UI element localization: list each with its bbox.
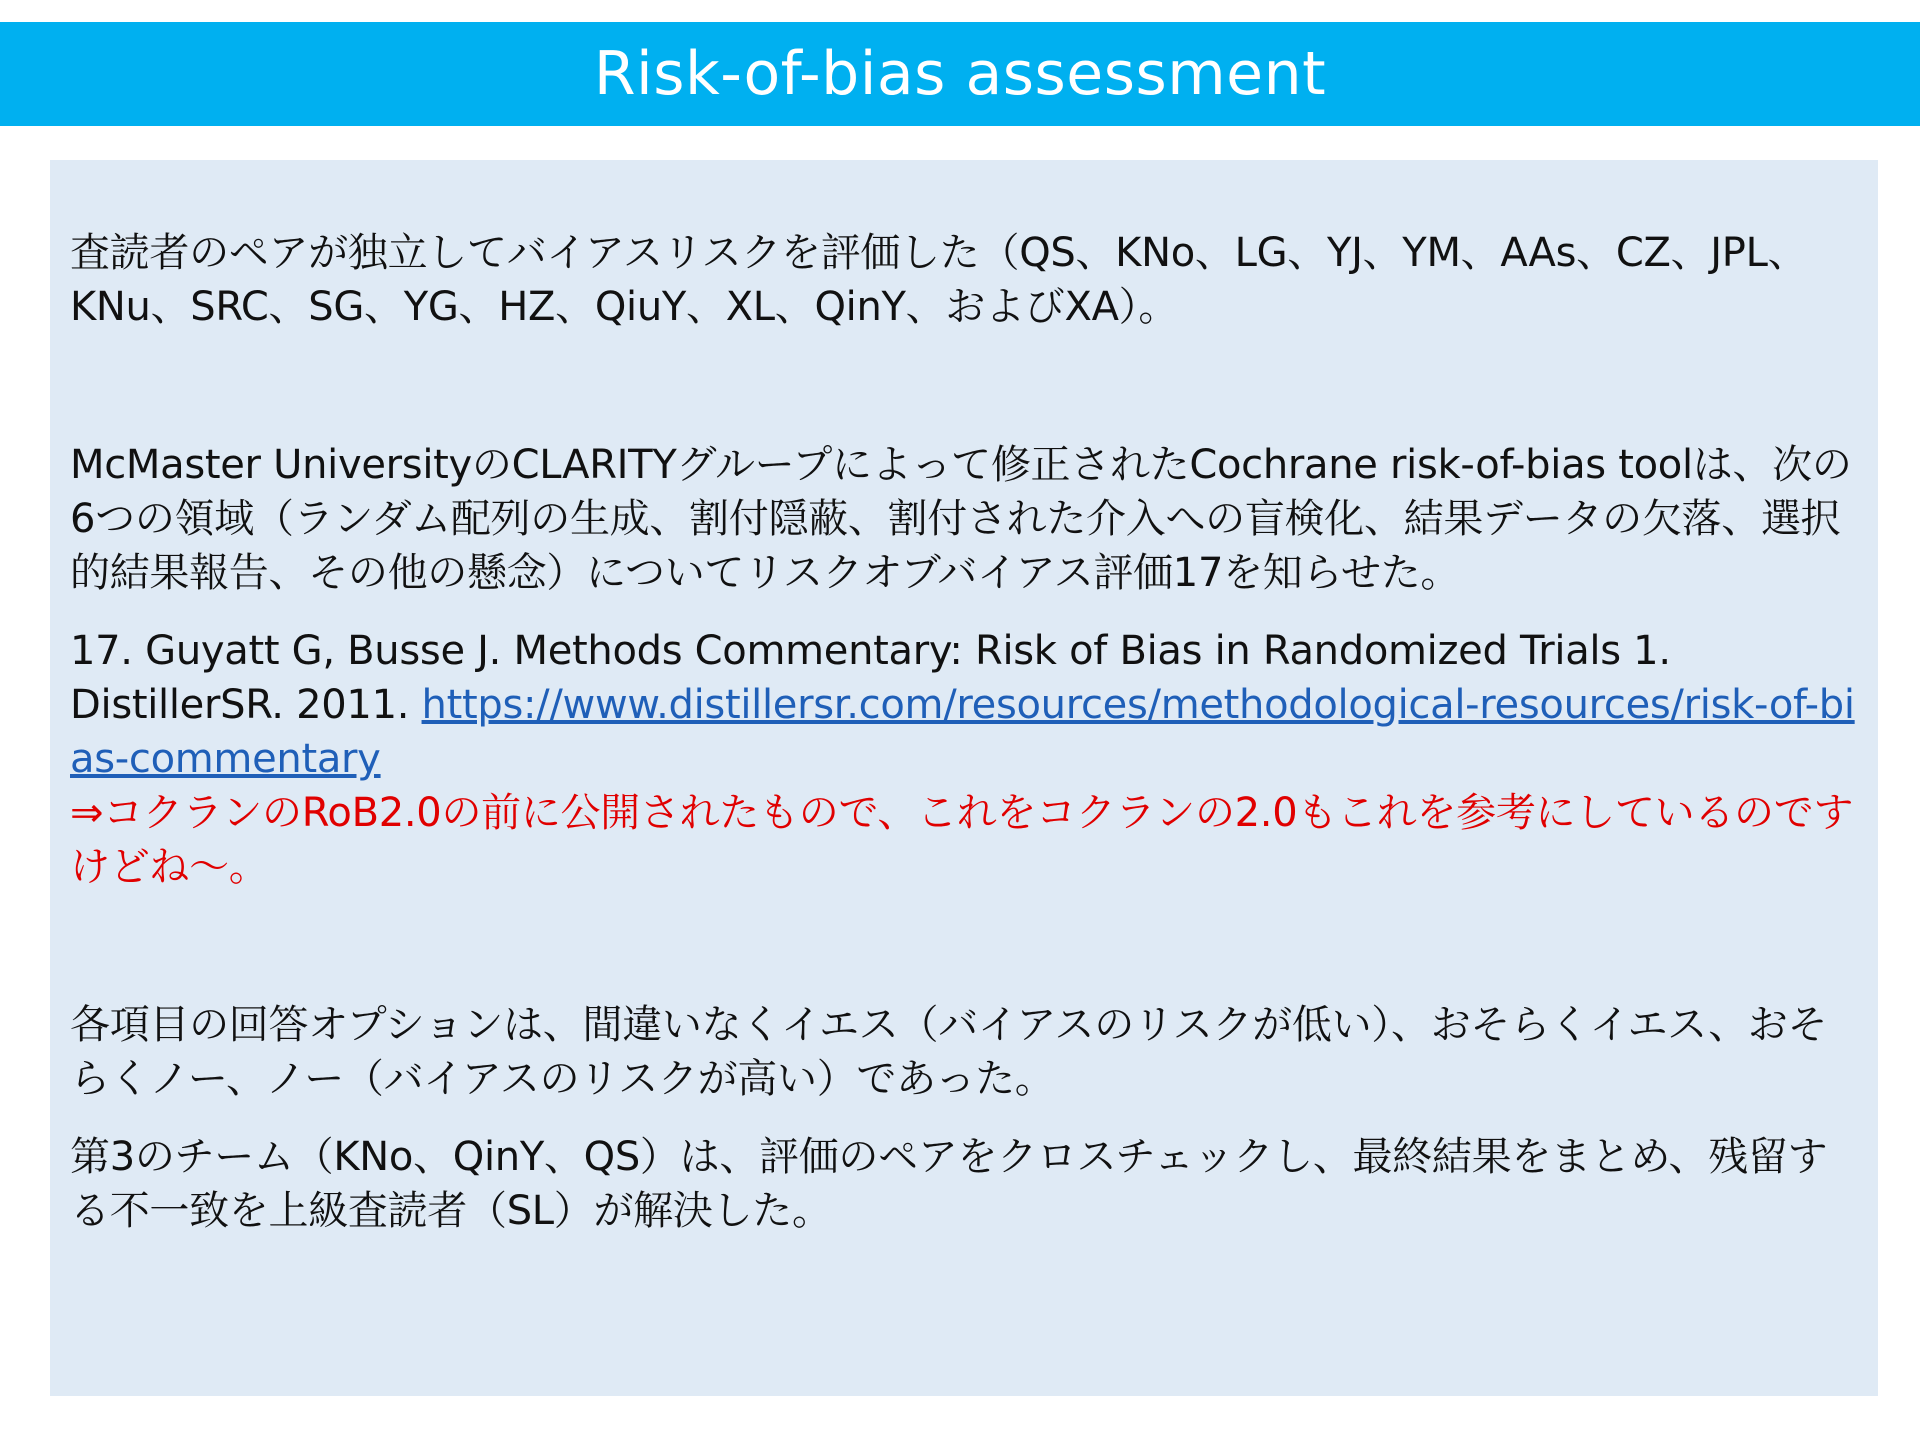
paragraph-third-team: 第3のチーム（KNo、QinY、QS）は、評価のペアをクロスチェックし、最終結果をまとめ、残留する不一致を上級査読者（SL）が解決した。: [70, 1134, 1828, 1234]
slide-title: Risk-of-bias assessment: [593, 39, 1327, 109]
paragraph-reviewers: 査読者のペアが独立してバイアスリスクを評価した（QS、KNo、LG、YJ、YM、AAs、CZ、JPL、KNu、SRC、SG、YG、HZ、QiuY、XL、QinY、およびXA）。: [70, 230, 1808, 330]
content-box: [50, 160, 1878, 1396]
spacer: [70, 600, 1858, 624]
red-note: ⇒コクランのRoB2.0の前に公開されたもので、これをコクランの2.0もこれを参考にしているのですけどね～。: [70, 790, 1854, 890]
paragraph-answer-options: 各項目の回答オプションは、間違いなくイエス（バイアスのリスクが低い）、おそらくイエス、おそらくノー、ノー（バイアスのリスクが高い）であった。: [70, 1002, 1828, 1102]
spacer: [70, 894, 1858, 998]
spacer: [70, 1106, 1858, 1130]
spacer: [70, 334, 1858, 438]
reference-17: [70, 624, 1858, 894]
reference-link[interactable]: https://www.distillersr.com/resources/methodological-resources/risk-of-bias-commentary: [70, 682, 1855, 782]
reference-text: 17. Guyatt G, Busse J. Methods Commentary: Risk of Bias in Randomized Trials 1. DistillerSR. 2011.: [70, 628, 1671, 728]
paragraph-clarity-tool: McMaster UniversityのCLARITYグループによって修正されたCochrane risk-of-bias toolは、次の6つの領域（ランダム配列の生成、割付隠蔽、割付された介入への盲検化、結果データの欠落、選択的結果報告、その他の懸念）についてリスクオブバイアス評価17を知らせた。: [70, 442, 1852, 596]
title-bar: [0, 22, 1920, 126]
